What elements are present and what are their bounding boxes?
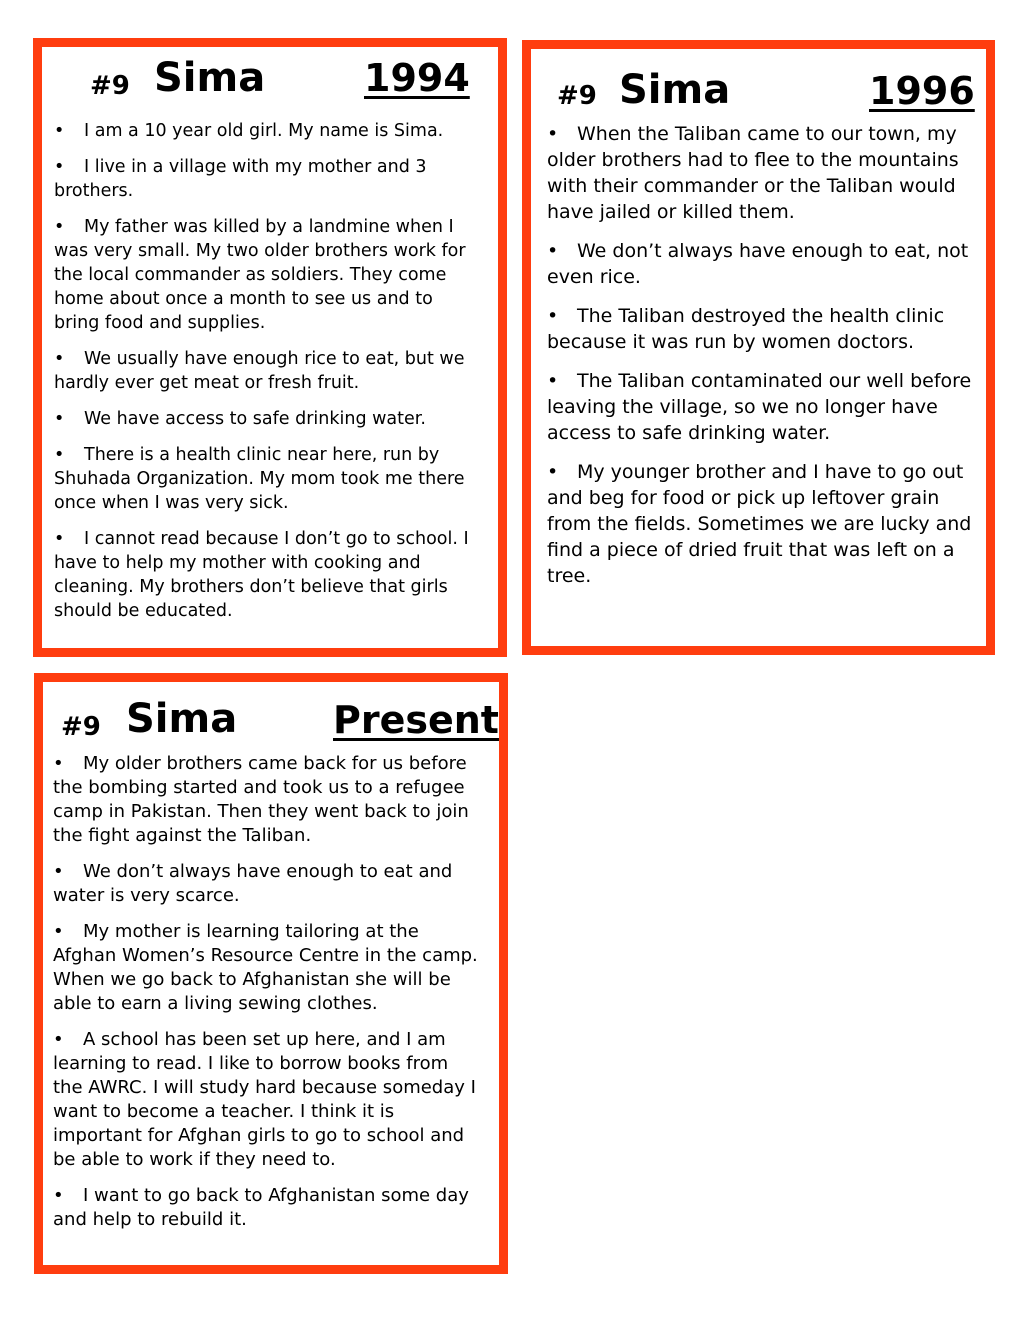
card-name: Sima: [619, 67, 731, 113]
card-number: #9: [557, 81, 597, 111]
list-item: [54, 443, 480, 515]
bullet-icon: •: [54, 349, 65, 369]
list-item: [547, 368, 972, 446]
list-item: [53, 860, 481, 908]
bullet-icon: •: [54, 529, 65, 549]
bullet-icon: •: [54, 445, 65, 465]
list-item: [547, 238, 972, 290]
list-item-text: My mother is learning tailoring at the Afghan Women’s Resource Centre in the camp. When we go back to Afghanistan she will be able to earn a living sewing clothes.: [53, 921, 478, 1014]
card-1994: [33, 38, 507, 657]
list-item: [54, 347, 480, 395]
bullet-icon: •: [54, 121, 65, 141]
list-item: [54, 215, 480, 335]
bullet-icon: •: [54, 157, 65, 177]
bullet-icon: •: [53, 1185, 64, 1206]
list-item-text: We don’t always have enough to eat and water is very scarce.: [53, 861, 453, 906]
list-item-text: There is a health clinic near here, run by Shuhada Organization. My mom took me there once when I was very sick.: [54, 445, 465, 513]
card-year: 1994: [364, 56, 470, 100]
list-item: [54, 407, 480, 431]
card-year: Present: [333, 698, 499, 742]
list-item: [54, 527, 480, 623]
bullet-list: [53, 752, 481, 1232]
bullet-icon: •: [547, 123, 559, 145]
bullet-icon: •: [53, 921, 64, 942]
list-item: [54, 155, 480, 203]
list-item: [53, 1028, 481, 1172]
list-item-text: My older brothers came back for us before the bombing started and took us to a refugee camp in Pakistan. Then they went back to join the fight against the Taliban.: [53, 753, 469, 846]
list-item-text: The Taliban contaminated our well before leaving the village, so we no longer have access to safe drinking water.: [547, 370, 972, 444]
card-present: [34, 673, 508, 1274]
card-header: [53, 692, 499, 752]
list-item-text: I live in a village with my mother and 3 brothers.: [54, 157, 427, 201]
card-name: Sima: [126, 696, 238, 742]
bullet-icon: •: [547, 461, 559, 483]
card-number: #9: [90, 71, 130, 101]
list-item: [547, 121, 972, 225]
bullet-list: [54, 119, 480, 623]
list-item-text: My father was killed by a landmine when I was very small. My two older brothers work for the local commander as soldiers. They come home about once a month to see us and to bring food and supplies.: [54, 217, 466, 333]
list-item: [53, 920, 481, 1016]
bullet-icon: •: [53, 861, 64, 882]
list-item-text: We have access to safe drinking water.: [84, 409, 426, 429]
list-item: [54, 119, 480, 143]
card-number: #9: [61, 712, 101, 742]
card-1996: [522, 40, 995, 655]
list-item-text: I want to go back to Afghanistan some day and help to rebuild it.: [53, 1185, 469, 1230]
bullet-icon: •: [54, 217, 65, 237]
list-item-text: The Taliban destroyed the health clinic because it was run by women doctors.: [547, 305, 945, 353]
bullet-list: [547, 121, 972, 589]
list-item-text: When the Taliban came to our town, my older brothers had to flee to the mountains with their commander or the Taliban would have jailed or killed them.: [547, 123, 959, 223]
list-item-text: My younger brother and I have to go out and beg for food or pick up leftover grain from the fields. Sometimes we are lucky and find a piece of dried fruit that was left on a tree.: [547, 461, 972, 587]
list-item: [53, 752, 481, 848]
bullet-icon: •: [547, 305, 559, 327]
list-item: [547, 303, 972, 355]
list-item-text: We don’t always have enough to eat, not even rice.: [547, 240, 969, 288]
bullet-icon: •: [53, 1029, 64, 1050]
list-item: [53, 1184, 481, 1232]
card-name: Sima: [154, 55, 266, 101]
bullet-icon: •: [547, 240, 559, 262]
card-header: [547, 61, 975, 121]
bullet-icon: •: [54, 409, 65, 429]
list-item-text: We usually have enough rice to eat, but we hardly ever get meat or fresh fruit.: [54, 349, 465, 393]
bullet-icon: •: [53, 753, 64, 774]
card-header: [54, 55, 480, 119]
list-item: [547, 459, 972, 589]
list-item-text: I cannot read because I don’t go to school. I have to help my mother with cooking and cleaning. My brothers don’t believe that girls should be educated.: [54, 529, 469, 621]
card-year: 1996: [869, 69, 975, 113]
list-item-text: I am a 10 year old girl. My name is Sima.: [84, 121, 444, 141]
bullet-icon: •: [547, 370, 559, 392]
list-item-text: A school has been set up here, and I am learning to read. I like to borrow books from the AWRC. I will study hard because someday I want to become a teacher. I think it is important for Afghan girls to go to school and be able to work if they need to.: [53, 1029, 476, 1170]
